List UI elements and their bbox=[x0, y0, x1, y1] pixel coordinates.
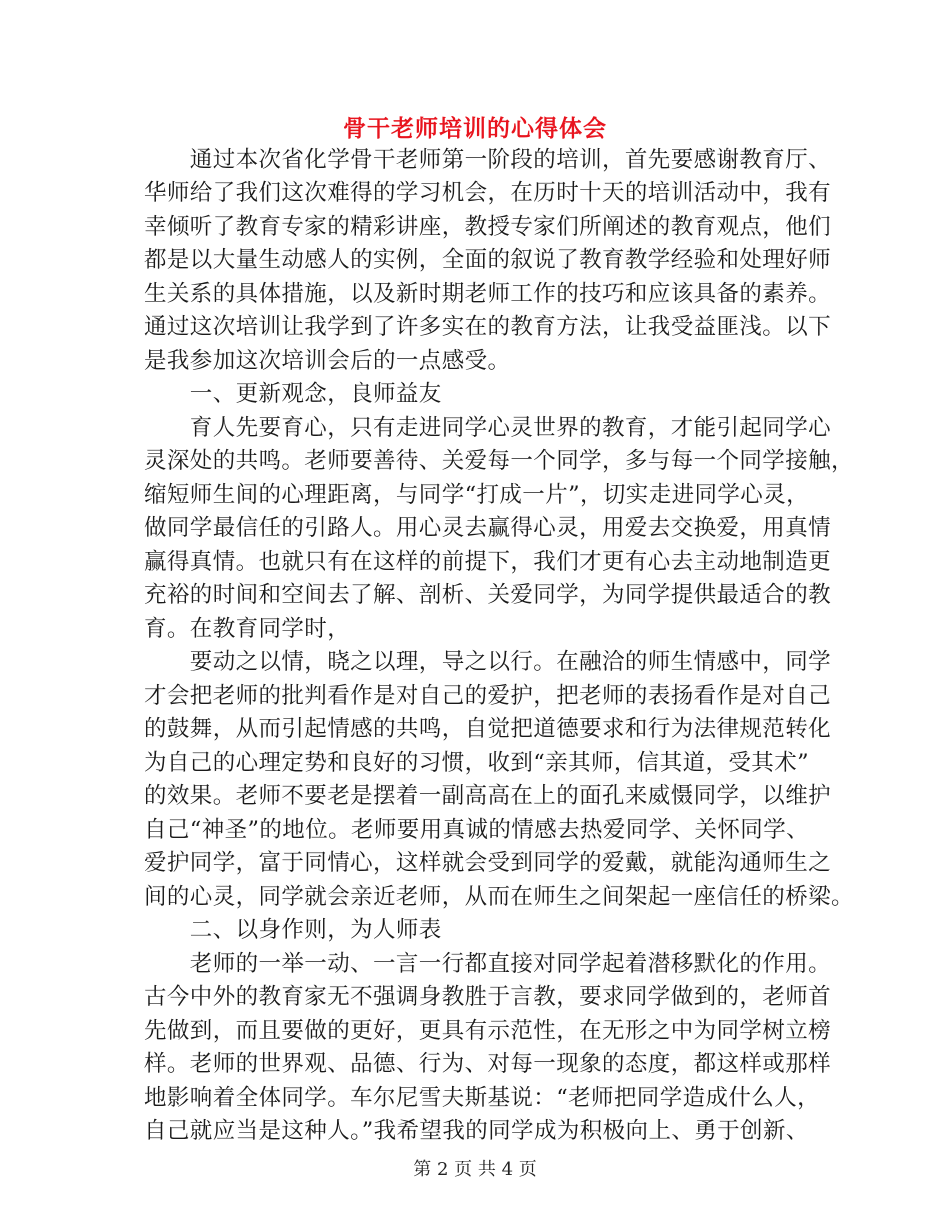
paragraph-line: 地影响着全体同学。车尔尼雪夫斯基说：“老师把同学造成什么人， bbox=[144, 1085, 821, 1111]
section-heading: 二、以身作则，为人师表 bbox=[144, 917, 442, 943]
paragraph-line: 样。老师的世界观、品德、行为、对每一现象的态度，都这样或那样 bbox=[144, 1051, 832, 1077]
paragraph-line: 生关系的具体措施，以及新时期老师工作的技巧和应该具备的素养。 bbox=[144, 281, 832, 307]
paragraph-line: 爱护同学，富于同情心，这样就会受到同学的爱戴，就能沟通师生之 bbox=[144, 850, 832, 876]
paragraph-line: 的效果。老师不要老是摆着一副高高在上的面孔来威慑同学，以维护 bbox=[144, 783, 832, 809]
paragraph-line: 自己“神圣”的地位。老师要用真诚的情感去热爱同学、关怀同学、 bbox=[144, 817, 810, 843]
paragraph-line: 都是以大量生动感人的实例，全面的叙说了教育教学经验和处理好师 bbox=[144, 247, 832, 273]
section-heading: 一、更新观念，良师益友 bbox=[144, 381, 442, 407]
paragraph-line: 育。在教育同学时， bbox=[144, 616, 351, 642]
paragraph-line: 间的心灵，同学就会亲近老师，从而在师生之间架起一座信任的桥梁。 bbox=[144, 884, 854, 910]
document-title: 骨干老师培训的心得体会 bbox=[343, 115, 607, 142]
paragraph-line: 为自己的心理定势和良好的习惯，收到“亲其师，信其道，受其术” bbox=[144, 750, 810, 776]
paragraph-line: 通过本次省化学骨干老师第一阶段的培训，首先要感谢教育厅、 bbox=[144, 147, 832, 173]
paragraph-line: 自己就应当是这种人。”我希望我的同学成为积极向上、勇于创新、 bbox=[144, 1118, 809, 1144]
paragraph-line: 幸倾听了教育专家的精彩讲座，教授专家们所阐述的教育观点，他们 bbox=[144, 214, 832, 240]
paragraph-line: 赢得真情。也就只有在这样的前提下，我们才更有心去主动地制造更 bbox=[144, 549, 832, 575]
paragraph-line: 老师的一举一动、一言一行都直接对同学起着潜移默化的作用。 bbox=[144, 951, 832, 977]
paragraph-line: 先做到，而且要做的更好，更具有示范性，在无形之中为同学树立榜 bbox=[144, 1018, 832, 1044]
paragraph-line: 灵深处的共鸣。老师要善待、关爱每一个同学，多与每一个同学接触， bbox=[144, 448, 854, 474]
page-number: 第 2 页 共 4 页 bbox=[413, 1159, 537, 1180]
paragraph-line: 通过这次培训让我学到了许多实在的教育方法，让我受益匪浅。以下 bbox=[144, 314, 832, 340]
paragraph-line: 华师给了我们这次难得的学习机会，在历时十天的培训活动中，我有 bbox=[144, 180, 832, 206]
paragraph-line: 充裕的时间和空间去了解、剖析、关爱同学，为同学提供最适合的教 bbox=[144, 582, 832, 608]
paragraph-line: 的鼓舞，从而引起情感的共鸣，自觉把道德要求和行为法律规范转化 bbox=[144, 716, 832, 742]
paragraph-line: 才会把老师的批判看作是对自己的爱护，把老师的表扬看作是对自己 bbox=[144, 683, 832, 709]
paragraph-line: 古今中外的教育家无不强调身教胜于言教，要求同学做到的，老师首 bbox=[144, 984, 832, 1010]
paragraph-line: 育人先要育心，只有走进同学心灵世界的教育，才能引起同学心 bbox=[144, 415, 832, 441]
paragraph-line: 缩短师生间的心理距离，与同学“打成一片”，切实走进同学心灵， bbox=[144, 482, 810, 508]
paragraph-line: 要动之以情，晓之以理，导之以行。在融洽的师生情感中，同学 bbox=[144, 649, 832, 675]
paragraph-line: 是我参加这次培训会后的一点感受。 bbox=[144, 348, 511, 374]
paragraph-line: 做同学最信任的引路人。用心灵去赢得心灵，用爱去交换爱，用真情 bbox=[144, 515, 832, 541]
